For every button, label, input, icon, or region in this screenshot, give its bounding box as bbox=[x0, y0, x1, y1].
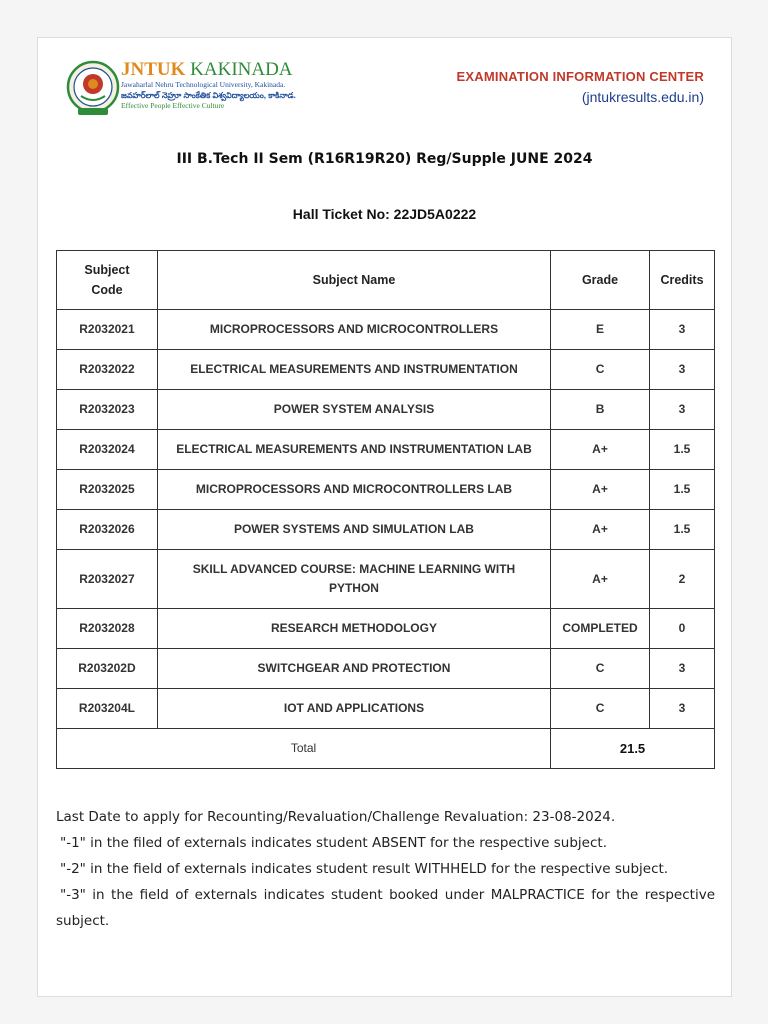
subject-credits: 3 bbox=[650, 350, 715, 390]
subject-credits: 2 bbox=[650, 550, 715, 609]
subject-grade: E bbox=[551, 310, 650, 350]
table-row bbox=[57, 609, 715, 649]
subject-code: R2032023 bbox=[57, 390, 158, 430]
note-absent: "-1" in the filed of externals indicates student ABSENT for the respective subject. bbox=[60, 835, 607, 851]
exam-title: III B.Tech II Sem (R16R19R20) Reg/Supple JUNE 2024 bbox=[176, 151, 593, 167]
subject-credits: 1.5 bbox=[650, 510, 715, 550]
subject-name: IOT AND APPLICATIONS bbox=[157, 689, 550, 729]
subject-credits: 1.5 bbox=[650, 430, 715, 470]
page-header bbox=[66, 58, 706, 122]
university-brand bbox=[121, 60, 296, 111]
subject-grade: C bbox=[551, 350, 650, 390]
note-malpractice: "-3" in the field of externals indicates student booked under MALPRACTICE for the respective subject. bbox=[56, 887, 715, 929]
hall-ticket-number: Hall Ticket No: 22JD5A0222 bbox=[292, 206, 477, 222]
subject-name: ELECTRICAL MEASUREMENTS AND INSTRUMENTATION bbox=[157, 350, 550, 390]
table-row bbox=[57, 390, 715, 430]
subject-credits: 0 bbox=[650, 609, 715, 649]
result-sheet bbox=[37, 37, 732, 997]
subject-name: MICROPROCESSORS AND MICROCONTROLLERS bbox=[157, 310, 550, 350]
exam-center-site: (jntukresults.edu.in) bbox=[581, 89, 704, 105]
table-row bbox=[57, 689, 715, 729]
subject-name: ELECTRICAL MEASUREMENTS AND INSTRUMENTATION LAB bbox=[157, 430, 550, 470]
subject-code: R203202D bbox=[57, 649, 158, 689]
subject-code: R203204L bbox=[57, 689, 158, 729]
subject-grade: A+ bbox=[551, 510, 650, 550]
table-row bbox=[57, 350, 715, 390]
table-row bbox=[57, 550, 715, 609]
subject-name: SWITCHGEAR AND PROTECTION bbox=[157, 649, 550, 689]
subject-code: R2032022 bbox=[57, 350, 158, 390]
total-row bbox=[57, 729, 715, 769]
subject-name: SKILL ADVANCED COURSE: MACHINE LEARNING WITH PYTHON bbox=[157, 550, 550, 609]
subject-grade: A+ bbox=[551, 550, 650, 609]
subject-name: POWER SYSTEM ANALYSIS bbox=[157, 390, 550, 430]
university-seal-icon bbox=[66, 58, 120, 118]
subject-grade: C bbox=[551, 689, 650, 729]
subject-credits: 1.5 bbox=[650, 470, 715, 510]
subject-code: R2032026 bbox=[57, 510, 158, 550]
subject-code: R2032027 bbox=[57, 550, 158, 609]
total-credits: 21.5 bbox=[551, 729, 715, 769]
subject-credits: 3 bbox=[650, 649, 715, 689]
header-subject-code: Subject Code bbox=[57, 251, 158, 310]
subject-grade: A+ bbox=[551, 430, 650, 470]
subject-code: R2032028 bbox=[57, 609, 158, 649]
table-row bbox=[57, 430, 715, 470]
header-credits: Credits bbox=[650, 251, 715, 310]
subject-name: POWER SYSTEMS AND SIMULATION LAB bbox=[157, 510, 550, 550]
subject-credits: 3 bbox=[650, 689, 715, 729]
table-row bbox=[57, 470, 715, 510]
exam-center-title: EXAMINATION INFORMATION CENTER bbox=[456, 69, 704, 84]
university-motto: Effective People Effective Culture bbox=[121, 101, 225, 110]
total-label: Total bbox=[57, 729, 551, 769]
subject-grade: C bbox=[551, 649, 650, 689]
subject-code: R2032024 bbox=[57, 430, 158, 470]
subject-grade: A+ bbox=[551, 470, 650, 510]
subject-name: MICROPROCESSORS AND MICROCONTROLLERS LAB bbox=[157, 470, 550, 510]
subject-code: R2032021 bbox=[57, 310, 158, 350]
results-table bbox=[56, 250, 715, 769]
table-row bbox=[57, 510, 715, 550]
subject-code: R2032025 bbox=[57, 470, 158, 510]
university-telugu-name: జవహర్‌లాల్ నెహ్రూ సాంకేతిక విశ్వవిద్యాలయం, కాకినాడ. bbox=[121, 91, 296, 100]
result-notes bbox=[56, 804, 715, 934]
note-last-date: Last Date to apply for Recounting/Revaluation/Challenge Revaluation: 23-08-2024. bbox=[56, 809, 616, 825]
subject-grade: B bbox=[551, 390, 650, 430]
university-full-name: Jawaharlal Nehru Technological University, Kakinada. bbox=[121, 80, 286, 89]
header-grade: Grade bbox=[551, 251, 650, 310]
brand-jntuk: JNTUK bbox=[121, 59, 186, 80]
brand-kakinada: KAKINADA bbox=[190, 59, 293, 80]
subject-grade: COMPLETED bbox=[551, 609, 650, 649]
subject-name: RESEARCH METHODOLOGY bbox=[157, 609, 550, 649]
subject-credits: 3 bbox=[650, 310, 715, 350]
subject-credits: 3 bbox=[650, 390, 715, 430]
table-row bbox=[57, 649, 715, 689]
header-subject-name: Subject Name bbox=[157, 251, 550, 310]
exam-center-block bbox=[457, 69, 704, 105]
note-withheld: "-2" in the field of externals indicates student result WITHHELD for the respective subject. bbox=[60, 861, 669, 877]
table-row bbox=[57, 310, 715, 350]
table-header-row bbox=[57, 251, 715, 310]
